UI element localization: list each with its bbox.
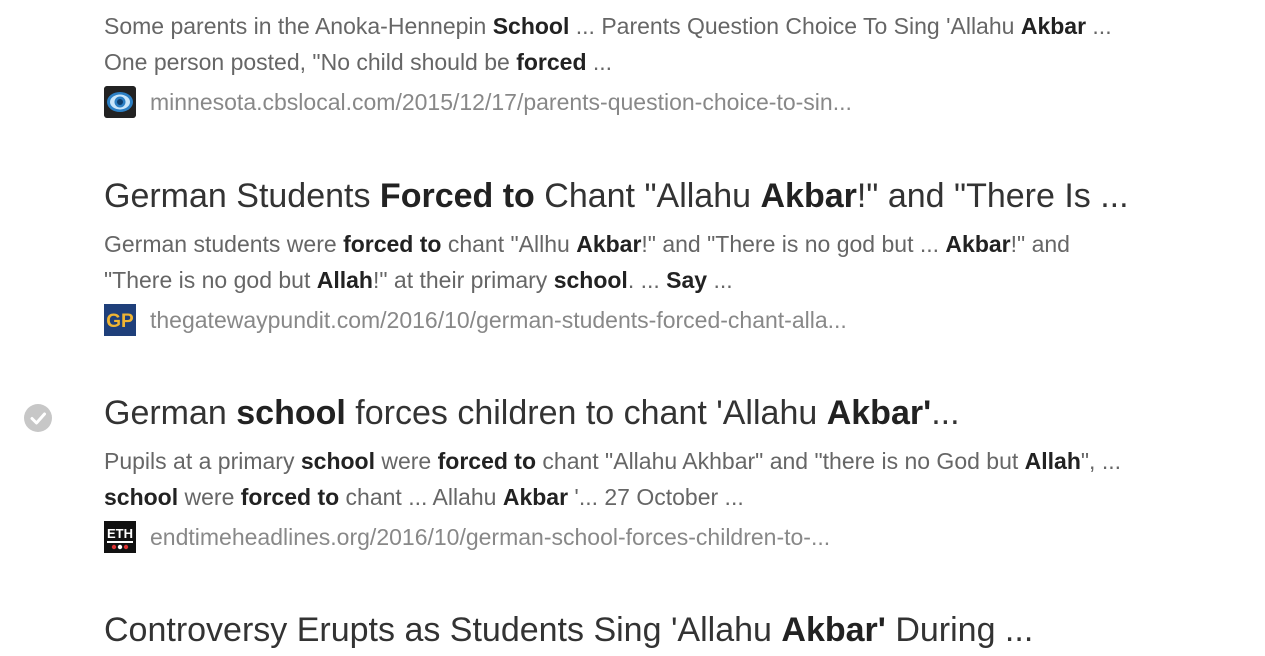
text-segment[interactable]: Controversy Erupts as Students Sing 'Allahu — [104, 611, 782, 649]
text-segment[interactable]: During ... — [885, 611, 1034, 649]
eth-favicon-text: ETH — [107, 526, 133, 541]
text-segment: Some parents in the Anoka-Hennepin — [104, 13, 493, 39]
highlighted-term[interactable]: Akbar' — [826, 394, 932, 432]
gp-favicon-text: GP — [106, 311, 134, 332]
result-url[interactable]: endtimeheadlines.org/2016/10/german-school-forces-children-to-... — [150, 524, 831, 550]
highlighted-term: school — [104, 484, 179, 510]
highlighted-term: School — [492, 13, 570, 39]
text-segment: ... Parents Question Choice To Sing 'Allahu — [569, 13, 1021, 39]
text-segment: were — [374, 448, 438, 474]
text-segment: . ... — [627, 267, 667, 293]
highlighted-term[interactable]: Forced to — [379, 177, 535, 215]
text-segment[interactable]: Chant "Allahu — [534, 177, 761, 215]
highlighted-term: Allah — [1024, 448, 1081, 474]
highlighted-term[interactable]: Akbar — [760, 177, 857, 215]
highlighted-term: Akbar — [945, 231, 1011, 257]
result-snippet — [104, 8, 1244, 80]
result-url[interactable]: minnesota.cbslocal.com/2015/12/17/parents-question-choice-to-sin... — [150, 89, 852, 115]
result-url[interactable]: thegatewaypundit.com/2016/10/german-students-forced-chant-alla... — [150, 307, 847, 333]
text-segment: chant ... Allahu — [339, 484, 503, 510]
snippet-line — [104, 479, 1244, 515]
text-segment[interactable]: German — [104, 394, 237, 432]
text-segment: ", ... — [1080, 448, 1122, 474]
highlighted-term: forced — [516, 49, 587, 75]
cbs-favicon-icon — [104, 86, 136, 118]
text-segment: ... — [1086, 13, 1112, 39]
result-snippet — [104, 443, 1244, 515]
highlighted-term: Akbar — [502, 484, 569, 510]
text-segment[interactable]: !" and "There Is ... — [856, 177, 1129, 215]
snippet-line — [104, 262, 1244, 298]
snippet-line — [104, 8, 1244, 44]
result-url-link[interactable] — [104, 300, 1244, 340]
text-segment: German students were — [104, 231, 344, 257]
result-url-link[interactable] — [104, 82, 1244, 122]
snippet-line — [104, 226, 1244, 262]
text-segment[interactable]: forces children to chant 'Allahu — [345, 394, 827, 432]
highlighted-term: forced to — [343, 231, 442, 257]
text-segment: ... — [707, 267, 733, 293]
highlighted-term: Allah — [316, 267, 373, 293]
text-segment: !" and — [1010, 231, 1070, 257]
result-title-link[interactable] — [104, 393, 1244, 433]
search-result — [104, 393, 1244, 557]
text-segment: One person posted, "No child should be — [104, 49, 517, 75]
search-result — [104, 8, 1244, 122]
text-segment: !" at their primary — [372, 267, 554, 293]
text-segment: chant "Allahu Akhbar" and "there is no God but — [536, 448, 1025, 474]
search-result — [104, 610, 1244, 650]
text-segment: chant "Allhu — [441, 231, 577, 257]
result-title-link[interactable] — [104, 610, 1244, 650]
result-url-link[interactable] — [104, 517, 1244, 557]
highlighted-term: Akbar — [576, 231, 642, 257]
result-title-link[interactable] — [104, 176, 1244, 216]
eth-favicon-icon — [104, 521, 136, 553]
text-segment[interactable]: German Students — [104, 177, 380, 215]
highlighted-term: forced to — [437, 448, 537, 474]
highlighted-term: Say — [666, 267, 708, 293]
highlighted-term[interactable]: Akbar' — [781, 611, 886, 649]
highlighted-term: school — [300, 448, 375, 474]
snippet-line — [104, 44, 1244, 80]
text-segment: Pupils at a primary — [104, 448, 301, 474]
gp-favicon-icon — [104, 304, 136, 336]
text-segment: "There is no god but — [104, 267, 317, 293]
text-segment[interactable]: ... — [931, 394, 960, 432]
highlighted-term: forced to — [240, 484, 340, 510]
search-result — [104, 176, 1244, 340]
text-segment: ... — [586, 49, 613, 75]
text-segment: !" and "There is no god but ... — [641, 231, 946, 257]
highlighted-term[interactable]: school — [236, 394, 346, 432]
result-snippet — [104, 226, 1244, 298]
visited-check-icon — [24, 404, 52, 432]
text-segment: '... 27 October ... — [568, 484, 744, 510]
highlighted-term: school — [553, 267, 628, 293]
highlighted-term: Akbar — [1020, 13, 1087, 39]
snippet-line — [104, 443, 1244, 479]
text-segment: were — [178, 484, 241, 510]
